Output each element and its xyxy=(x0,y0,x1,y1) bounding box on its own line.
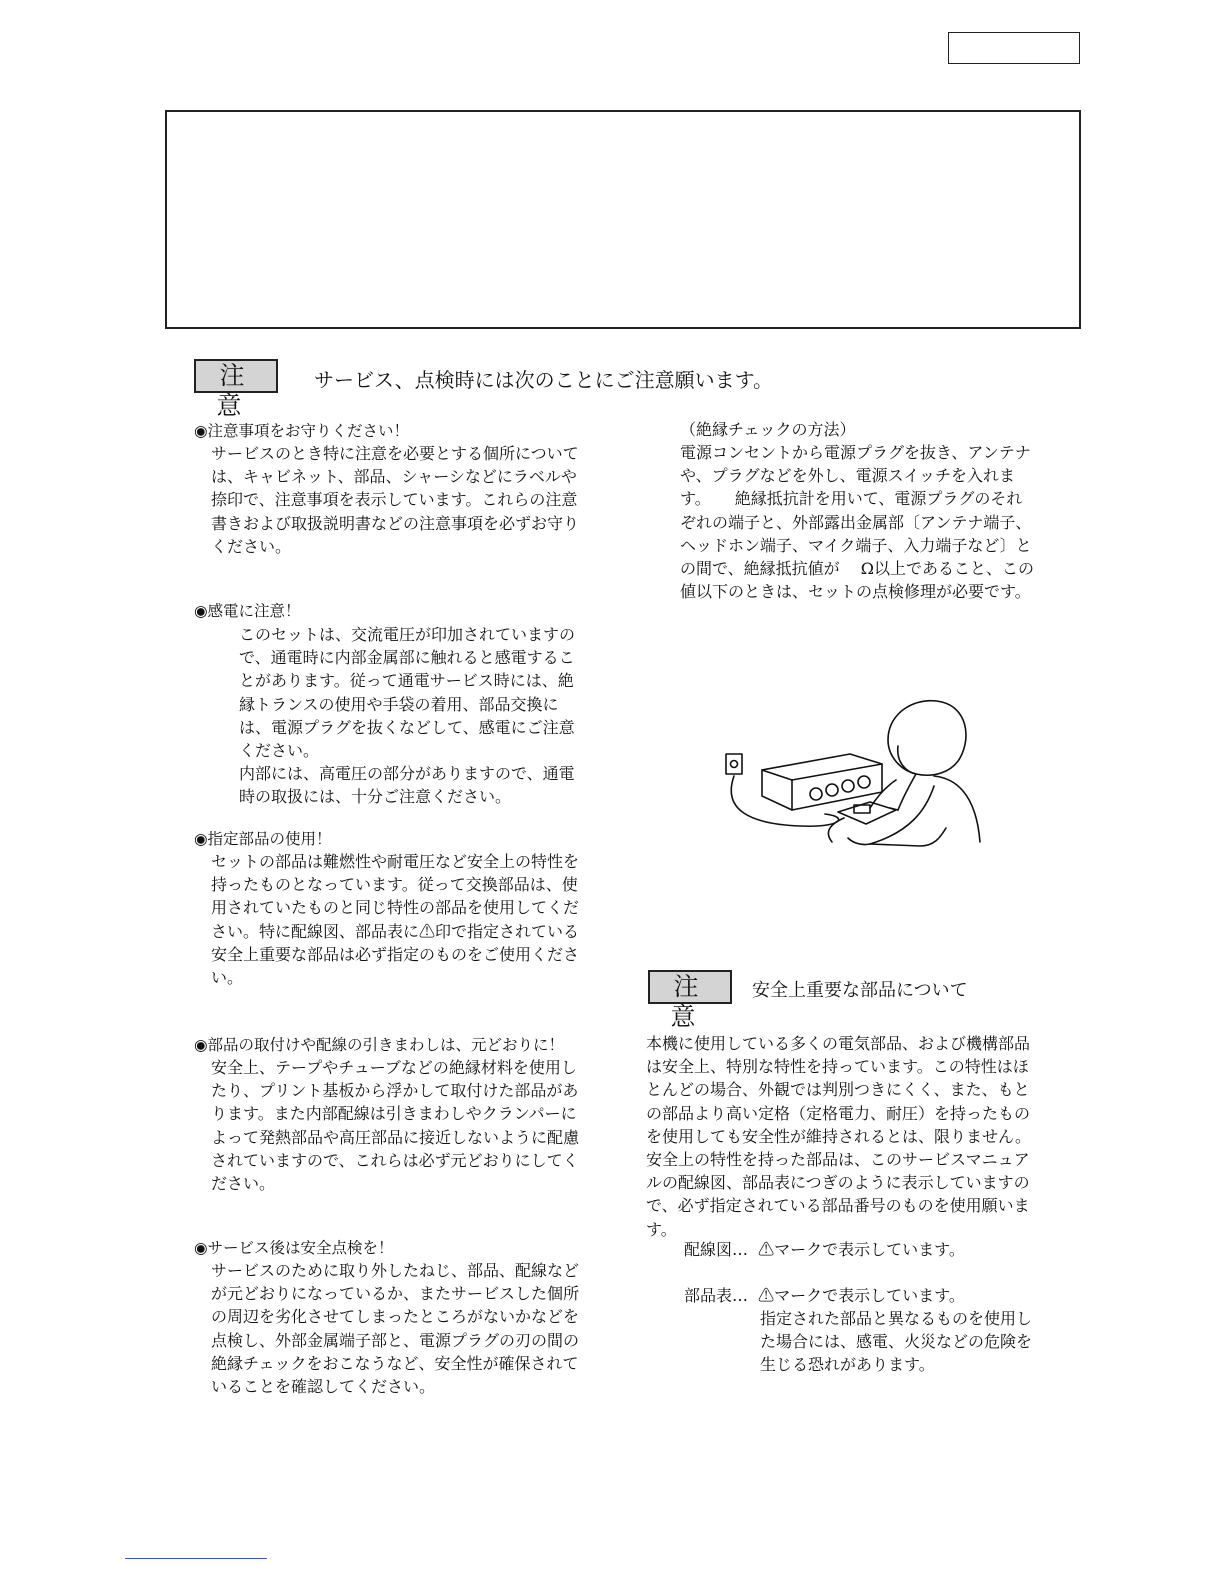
section-body-shock: このセットは、交流電圧が印加されていますの で、通電時に内部金属部に触れると感電するこ とがあります。従って通電サービス時には、絶 縁トランスの使用や手袋の着用、部品交換に は、電源プラグを抜くなどして、感電にご注意 ください。 内部には、高電圧の部分がありますので、通電 時の取扱には、十分ご注意ください。 xyxy=(239,625,576,807)
section-title-wiring: ◉部品の取付けや配線の引きまわしは、元どおりに！ xyxy=(194,1036,565,1054)
caution-tag: 注 意 xyxy=(194,359,278,393)
insulation-method-title: （絶縁チェックの方法） xyxy=(680,420,856,439)
power-cord xyxy=(731,776,838,826)
section-body-observe: サービスのとき特に注意を必要とする個所について は、キャビネット、部品、シャーシなどにラベルや 捺印で、注意事項を表示しています。これらの注意 書きおよび取扱説明書などの注意事項を必ずお守り ください。 xyxy=(211,444,580,556)
parts-list-mark-line: 部品表… ⚠マークで表示しています。 xyxy=(684,1286,965,1305)
insulation-check-illustration xyxy=(720,692,990,872)
equipment-box xyxy=(762,754,882,810)
technician xyxy=(888,701,966,775)
parts-warning-note: 指定された部品と異なるものを使用し た場合には、感電、火災などの危険を 生じる恐れがあります。 xyxy=(760,1309,1033,1375)
wall-outlet xyxy=(726,754,742,774)
wiring-diagram-mark-line: 配線図… ⚠マークで表示しています。 xyxy=(684,1240,965,1259)
section-body-safety-check: サービスのために取り外したねじ、部品、配線など が元どおりになっているか、またサービスした個所 の周辺を劣化させてしまったところがないかなどを 点検し、外部金属端子部と、電源プラグの刃の間の 絶縁チェックをおこなうなど、安全性が確保されて いることを確認してください。 xyxy=(211,1261,580,1397)
caution-heading: サービス、点検時には次のことにご注意願います。 xyxy=(314,368,773,392)
caution-tag-parts: 注 意 xyxy=(648,970,732,1004)
model-code-box xyxy=(948,32,1080,64)
insulation-method-body: 電源コンセントから電源プラグを抜き、アンテナ や、プラグなどを外し、電源スイッチを入れま す。 絶縁抵抗計を用いて、電源プラグのそれ ぞれの端子と、外部露出金属部〔アンテナ端子、 ヘッドホン端子、マイク端子、入力端子など〕と の間で、絶縁抵抗値が Ω以上であること、この 値以下のときは、セットの点検修理が必要です。 xyxy=(680,443,1035,602)
section-title-observe: ◉注意事項をお守りください！ xyxy=(194,422,410,440)
important-parts-body: 本機に使用している多くの電気部品、および機構部品 は安全上、特別な特性を持っています。この特性はほ とんどの場合、外観では判別つきにくく、また、もと の部品より高い定格（定格電力、耐圧）を持ったもの を使用しても安全性が維持されるとは、限りません。 安全上の特性を持った部品は、このサービスマニュア ルの配線図、部品表につぎのように表示していますの で、必ず指定されている部品番号のものを使用願いま す。 xyxy=(646,1034,1031,1239)
section-title-shock: ◉感電に注意！ xyxy=(194,602,301,620)
section-title-safety-check: ◉サービス後は安全点検を！ xyxy=(194,1239,394,1257)
section-body-wiring: 安全上、テープやチューブなどの絶縁材料を使用し たり、プリント基板から浮かして取付けた部品があ ります。また内部配線は引きまわしやクランパーに よって発熱部品や高圧部品に接近しないように配慮 されていますので、これらは必ず元どおりにしてく ださい。 xyxy=(211,1058,580,1194)
footer-rule xyxy=(125,1558,267,1559)
section-body-parts: セットの部品は難燃性や耐電圧など安全上の特性を 持ったものとなっています。従って交換部品は、使 用されていたものと同じ特性の部品を使用してくだ さい。特に配線図、部品表に⚠印で指定されている 安全上重要な部品は必ず指定のものをご使用くださ い。 xyxy=(211,852,580,988)
title-frame xyxy=(165,110,1081,329)
important-parts-heading: 安全上重要な部品について xyxy=(752,980,968,1001)
section-title-parts: ◉指定部品の使用！ xyxy=(194,830,332,848)
